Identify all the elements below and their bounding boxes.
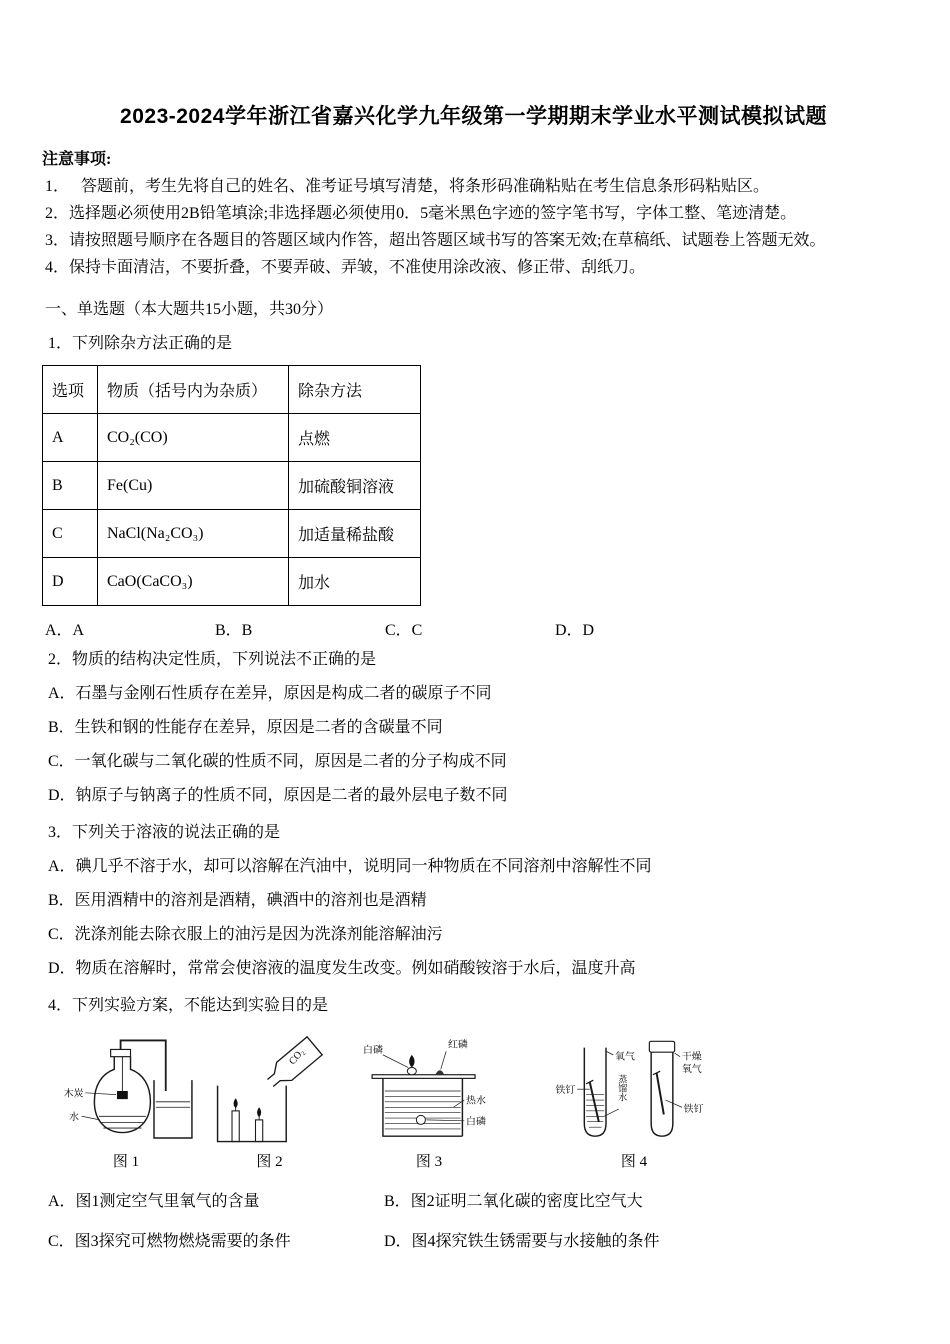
candle-icon — [256, 1120, 263, 1142]
question-4-stem: 4．下列实验方案，不能达到实验目的是 — [48, 997, 329, 1014]
q2-option-d: D．钠原子与钠离子的性质不同，原因是二者的最外层电子数不同 — [48, 787, 508, 804]
figure-3-caption: 图 3 — [415, 1154, 443, 1170]
document-title: 2023-2024学年浙江省嘉兴化学九年级第一学期期末学业水平测试模拟试题 — [120, 105, 827, 128]
notice-item-2: 2．选择题必须使用2B铅笔填涂;非选择题必须使用0．5毫米黑色字迹的签字笔书写，字体工整、笔迹清楚。 — [45, 205, 797, 222]
fig4-oxygen-label: 氧气 — [615, 1051, 635, 1063]
question-1 — [42, 329, 905, 640]
figure-1-diagram — [58, 1035, 194, 1147]
substance-cell: Fe(Cu) — [98, 462, 289, 510]
table-row-d — [43, 558, 421, 606]
substance-cell: CaO(CaCO₃) — [98, 558, 289, 606]
question-3-stem: 3．下列关于溶液的说法正确的是 — [48, 824, 281, 841]
header-option: 选项 — [43, 366, 98, 414]
white-phosphorus-underwater-icon — [416, 1115, 425, 1124]
test-tube-icon — [584, 1048, 606, 1137]
iron-nail-icon — [590, 1082, 599, 1122]
figure-1 — [58, 1035, 194, 1171]
figure-2-caption: 图 2 — [256, 1154, 283, 1170]
q4-option-b: B．图2证明二氧化碳的密度比空气大 — [384, 1193, 643, 1210]
figure-4-caption: 图 4 — [620, 1154, 648, 1170]
figure-1-caption: 图 1 — [112, 1154, 140, 1170]
question-4-options — [42, 1187, 905, 1257]
fig1-charcoal-label: 木炭 — [63, 1088, 84, 1100]
q4-option-d: D．图4探究铁生锈需要与水接触的条件 — [384, 1233, 660, 1250]
q4-option-a: A．图1测定空气里氧气的含量 — [48, 1193, 260, 1210]
pointer-line — [426, 1120, 464, 1121]
q1-option-d: D．D — [555, 622, 595, 639]
figure-3-diagram — [361, 1035, 497, 1147]
fig4-dry-label-line2: 氧气 — [681, 1064, 702, 1076]
header-method: 除杂方法 — [289, 366, 421, 414]
option-cell: C — [43, 510, 98, 558]
table-header-row — [43, 366, 421, 414]
fig2-gas-label: CO₂ — [287, 1046, 307, 1068]
substance-cell: CO₂(CO) — [98, 414, 289, 462]
question-2 — [42, 643, 905, 813]
distilled-water-icon — [586, 1095, 604, 1128]
pointer-line — [606, 1051, 613, 1055]
substance-cell: NaCl(Na₂CO₃) — [98, 510, 289, 558]
pointer-line — [383, 1055, 408, 1068]
notice-item-3: 3．请按照题号顺序在各题目的答题区域内作答，超出答题区域书写的答案无效;在草稿纸、试题卷上答题无效。 — [45, 232, 826, 249]
notice-item-1: 1． 答题前，考生先将自己的姓名、准考证号填写清楚，将条形码准确粘贴在考生信息条形码粘贴区。 — [45, 178, 770, 195]
figure-3 — [361, 1035, 497, 1171]
q3-option-a: A．碘几乎不溶于水，却可以溶解在汽油中，说明同一种物质在不同溶剂中溶解性不同 — [48, 858, 652, 875]
method-cell: 加适量稀盐酸 — [289, 510, 421, 558]
method-cell: 点燃 — [289, 414, 421, 462]
fig4-dry-label-line1: 干燥 — [681, 1051, 702, 1063]
figure-4 — [553, 1035, 715, 1171]
fig4-nail-left-label: 铁钉 — [555, 1084, 576, 1096]
candle-icon — [232, 1111, 239, 1142]
question-1-stem: 1．下列除杂方法正确的是 — [48, 335, 233, 352]
q1-option-a: A．A — [45, 622, 85, 639]
copper-sheet-icon — [372, 1075, 475, 1079]
pointer-line — [675, 1053, 680, 1057]
q1-option-b: B．B — [215, 622, 253, 639]
fig4-distilled-water-label: 蒸馏水 — [617, 1074, 628, 1102]
question-4 — [42, 989, 905, 1257]
stopper-icon — [649, 1041, 674, 1052]
question-3 — [42, 816, 905, 986]
q2-option-c: C．一氧化碳与二氧化碳的性质不同，原因是二者的分子构成不同 — [48, 753, 507, 770]
q3-option-b: B．医用酒精中的溶剂是酒精，碘酒中的溶剂也是酒精 — [48, 892, 427, 909]
beaker-icon — [154, 1080, 192, 1138]
table-row-c — [43, 510, 421, 558]
option-cell: A — [43, 414, 98, 462]
notice-item-4: 4．保持卡面清洁，不要折叠，不要弄破、弄皱，不准使用涂改液、修正带、刮纸刀。 — [45, 259, 646, 276]
white-phosphorus-icon — [407, 1068, 416, 1075]
q2-option-b: B．生铁和钢的性能存在差异，原因是二者的含碳量不同 — [48, 719, 443, 736]
flame-icon — [409, 1055, 414, 1068]
fig3-hot-water-label: 热水 — [466, 1095, 486, 1107]
figure-2-diagram — [208, 1035, 331, 1147]
experiment-figures-row — [58, 1035, 905, 1171]
question-2-stem: 2．物质的结构决定性质，下列说法不正确的是 — [48, 651, 377, 668]
figure-4-diagram — [553, 1035, 715, 1147]
fig3-red-p-label: 红磷 — [447, 1039, 468, 1051]
pointer-line — [666, 1100, 682, 1107]
stopper-icon — [111, 1049, 131, 1056]
pointer-line — [441, 1051, 446, 1069]
q1-option-c: C．C — [385, 622, 423, 639]
q3-option-c: C．洗涤剂能去除衣服上的油污是因为洗涤剂能溶解油污 — [48, 926, 443, 943]
charcoal-icon — [117, 1091, 128, 1099]
option-cell: D — [43, 558, 98, 606]
fig1-water-label: 水 — [69, 1111, 80, 1123]
fig3-white-p-bottom-label: 白磷 — [466, 1116, 486, 1128]
flask-water-icon — [99, 1116, 146, 1128]
section-one-heading: 一、单选题（本大题共15小题，共30分） — [45, 301, 334, 318]
pointer-line — [85, 1093, 116, 1095]
notice-section — [42, 146, 905, 281]
option-cell: B — [43, 462, 98, 510]
method-cell: 加硫酸铜溶液 — [289, 462, 421, 510]
method-cell: 加水 — [289, 558, 421, 606]
iron-nail-icon — [657, 1073, 664, 1115]
table-row-b — [43, 462, 421, 510]
header-substance: 物质（括号内为杂质） — [98, 366, 289, 414]
q2-option-a: A．石墨与金刚石性质存在差异，原因是构成二者的碳原子不同 — [48, 685, 492, 702]
q4-option-c: C．图3探究可燃物燃烧需要的条件 — [48, 1233, 291, 1250]
test-tube-icon — [651, 1051, 673, 1136]
notice-heading: 注意事项: — [42, 151, 112, 168]
red-phosphorus-icon — [435, 1070, 444, 1075]
fig3-white-p-label: 白磷 — [363, 1045, 383, 1057]
table-row-a — [43, 414, 421, 462]
purification-table — [42, 365, 421, 606]
fig4-nail-right-label: 铁钉 — [683, 1103, 704, 1115]
beaker-icon — [218, 1086, 287, 1142]
flame-icon — [234, 1098, 238, 1108]
figure-2 — [208, 1035, 331, 1171]
gas-tube-icon — [121, 1040, 166, 1091]
q3-option-d: D．物质在溶解时，常常会使溶液的温度发生改变。例如硝酸铵溶于水后，温度升高 — [48, 960, 636, 977]
question-1-answer-options — [42, 617, 905, 640]
beaker-water-icon — [156, 1102, 190, 1107]
flame-icon — [257, 1107, 261, 1117]
